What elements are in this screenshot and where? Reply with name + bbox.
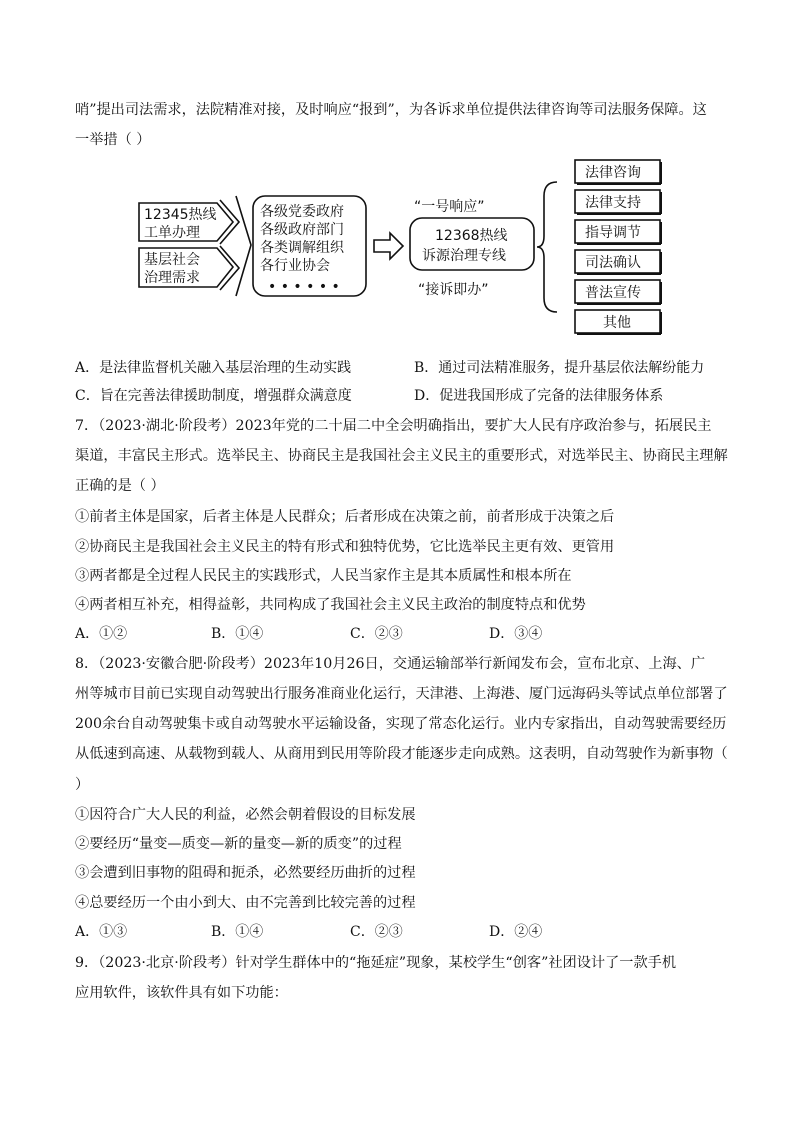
response-bottom: “接诉即办” — [418, 282, 489, 298]
q7-statement-2: ②协商民主是我国社会主义民主的特有形式和独特优势，它比选举民主更有效、更管用 — [75, 539, 615, 555]
q8-option-b: B．①④ — [211, 924, 264, 940]
center-line-4: 各行业协会 — [260, 258, 330, 274]
service-legal-consult: 法律咨询 — [585, 165, 641, 181]
service-other: 其他 — [603, 315, 631, 331]
q8-stem-line-5: ） — [75, 777, 90, 793]
service-judicial-confirm: 司法确认 — [585, 255, 641, 271]
chevron-right-icon — [220, 200, 239, 244]
chevron-right-icon — [236, 196, 251, 296]
q7-option-b: B．①④ — [211, 626, 264, 642]
response-top: “一号响应” — [414, 199, 485, 215]
center-dots: • • • • • • — [268, 279, 340, 295]
service-guidance: 指导调节 — [585, 225, 641, 241]
q7-option-c: C．②③ — [350, 626, 403, 642]
q8-statement-4: ④总要经历一个由小到大、由不完善到比较完善的过程 — [75, 895, 416, 911]
q7-statement-3: ③两者都是全过程人民民主的实践形式，人民当家作主是其本质属性和根本所在 — [75, 568, 572, 584]
q8-option-c: C．②③ — [350, 924, 403, 940]
center-line-1: 各级党委政府 — [260, 204, 344, 220]
q8-option-d: D．②④ — [489, 924, 543, 940]
left-bottom-line-2: 治理需求 — [144, 270, 200, 286]
q8-stem-line-3: 200余台自动驾驶集卡或自动驾驶水平运输设备，实现了常态化运行。业内专家指出，自动驾驶需要经历 — [75, 716, 727, 732]
flow-diagram — [0, 0, 800, 345]
hub-line-1: 12368热线 — [435, 228, 508, 244]
q8-option-a: A．①③ — [75, 924, 128, 940]
service-law-publicity: 普法宣传 — [585, 285, 641, 301]
arrow-right-icon — [374, 233, 403, 259]
q8-stem-line-4: 从低速到高速、从载物到载人、从商用到民用等阶段才能逐步走向成熟。这表明，自动驾驶作为新事物（ — [75, 746, 728, 762]
left-top-line-1: 12345热线 — [144, 207, 217, 223]
service-legal-support: 法律支持 — [585, 195, 641, 211]
q6-option-d: D．促进我国形成了完备的法律服务体系 — [414, 388, 664, 404]
q6-stem-line-1: 哨”提出司法需求，法院精准对接，及时响应“报到”，为各诉求单位提供法律咨询等司法服务保障。这 — [75, 102, 707, 118]
q6-option-c: C．旨在完善法律援助制度，增强群众满意度 — [75, 388, 352, 404]
left-bottom-line-1: 基层社会 — [144, 252, 200, 268]
q8-statement-2: ②要经历“量变—质变—新的量变—新的质变”的过程 — [75, 836, 402, 852]
q9-stem-line-1: 9．（2023·北京·阶段考）针对学生群体中的“拖延症”现象，某校学生“创客”社团设计了一款手机 — [75, 955, 677, 971]
center-line-3: 各类调解组织 — [260, 240, 344, 256]
q7-option-a: A．①② — [75, 626, 128, 642]
left-top-line-2: 工单办理 — [144, 225, 200, 241]
q6-option-a: A．是法律监督机关融入基层治理的生动实践 — [75, 360, 352, 376]
hub-line-2: 诉源治理专线 — [422, 248, 506, 264]
q8-stem-line-1: 8．（2023·安徽合肥·阶段考）2023年10月26日，交通运输部举行新闻发布会，宣布北京、上海、广 — [75, 656, 706, 672]
q8-statement-3: ③会遭到旧事物的阻碍和扼杀，必然要经历曲折的过程 — [75, 865, 416, 881]
q7-statement-1: ①前者主体是国家，后者主体是人民群众；后者形成在决策之前，前者形成于决策之后 — [75, 509, 615, 525]
q7-option-d: D．③④ — [489, 626, 543, 642]
q7-stem-line-2: 渠道，丰富民主形式。选举民主、协商民主是我国社会主义民主的重要形式，对选举民主、协商民主理解 — [75, 448, 728, 464]
q8-stem-line-2: 州等城市目前已实现自动驾驶出行服务准商业化运行，天津港、上海港、厦门远海码头等试点单位部署了 — [75, 686, 728, 702]
right-brace — [537, 182, 557, 312]
q9-stem-line-2: 应用软件，该软件具有如下功能： — [75, 985, 288, 1001]
q7-stem-line-3: 正确的是（ ） — [75, 478, 165, 494]
q8-statement-1: ①因符合广大人民的利益，必然会朝着假设的目标发展 — [75, 807, 416, 823]
center-line-2: 各级政府部门 — [260, 222, 344, 238]
chevron-right-icon — [220, 246, 239, 290]
q7-stem-line-1: 7．（2023·湖北·阶段考）2023年党的二十届二中全会明确指出，要扩大人民有序政治参与，拓展民主 — [75, 418, 712, 434]
q6-option-b: B．通过司法精准服务，提升基层依法解纷能力 — [414, 360, 705, 376]
q6-stem-line-2: 一举措（ ） — [75, 132, 151, 148]
q7-statement-4: ④两者相互补充，相得益彰，共同构成了我国社会主义民主政治的制度特点和优势 — [75, 597, 586, 613]
